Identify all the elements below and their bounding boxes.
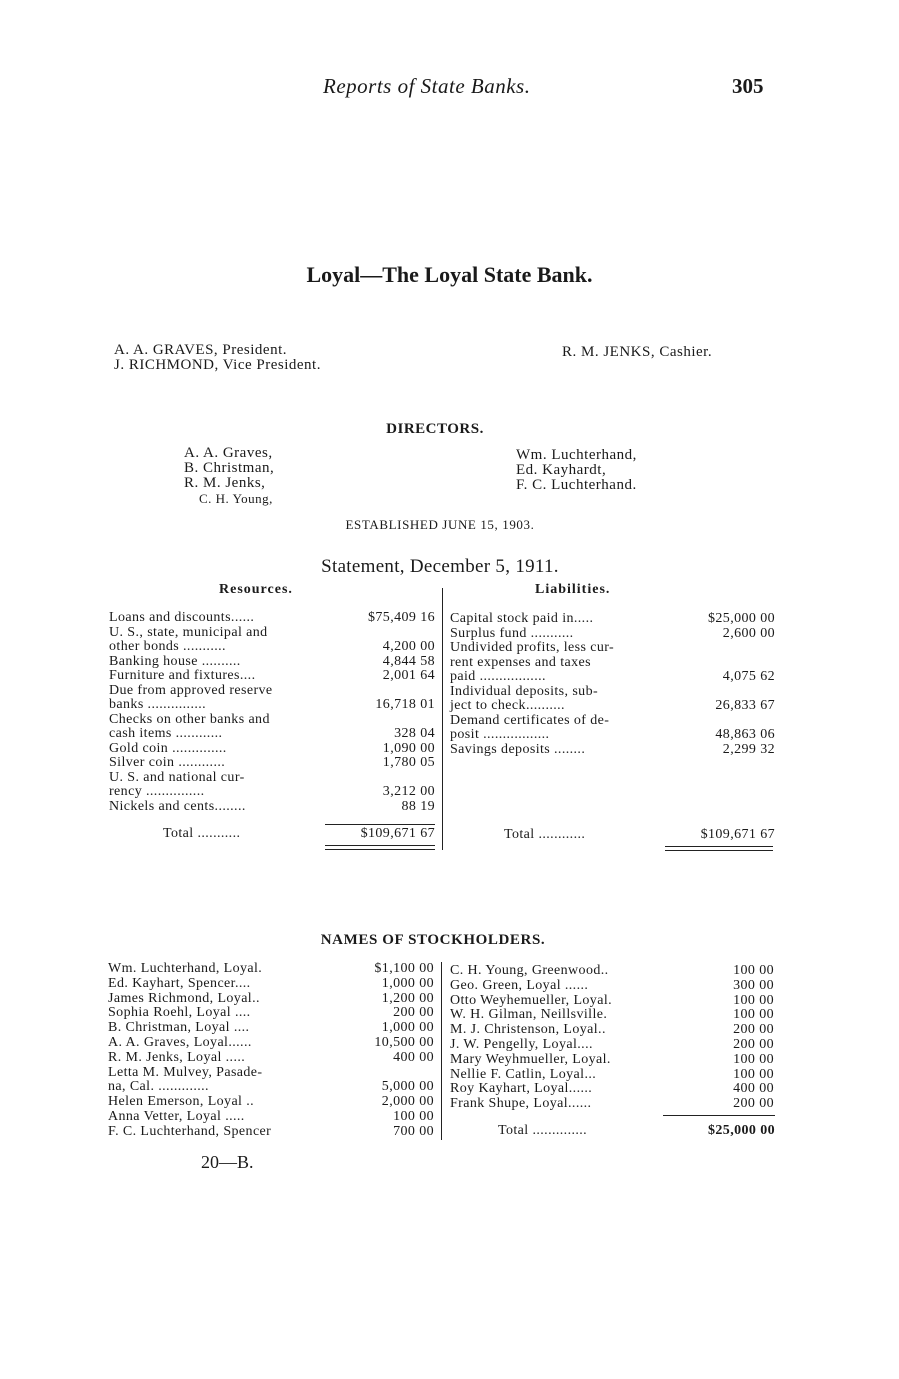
resources-row-label: banks ............... — [109, 697, 207, 712]
stockholder-amount: 200 00 — [733, 1022, 774, 1038]
liabilities-double-rule-2 — [665, 850, 773, 851]
stockholders-left-list — [108, 962, 434, 1140]
director-right-1: Wm. Luchterhand, — [516, 447, 637, 463]
resources-row-label: Furniture and fixtures.... — [109, 668, 256, 683]
resources-total-label: Total ........... — [163, 826, 241, 841]
stockholder-row — [108, 962, 434, 977]
stockholder-name: Helen Emerson, Loyal .. — [108, 1094, 255, 1110]
liabilities-row-label: Savings deposits ........ — [450, 741, 586, 757]
liabilities-total-label: Total ............ — [504, 827, 586, 842]
director-left-3: R. M. Jenks, — [184, 475, 266, 491]
running-header-title: Reports of State Banks. — [323, 74, 531, 98]
stockholders-total-label: Total .............. — [498, 1123, 588, 1138]
statement-title: Statement, December 5, 1911. — [321, 556, 559, 577]
stockholder-name: Otto Weyhemueller, Loyal. — [450, 992, 613, 1008]
liabilities-total-amount: $109,671 67 — [700, 827, 775, 842]
stockholder-amount: 400 00 — [393, 1049, 434, 1065]
stockholder-amount: 2,000 00 — [381, 1094, 434, 1110]
resources-row-amount: 1,780 05 — [382, 755, 435, 770]
liabilities-row-label: ject to check.......... — [450, 698, 565, 713]
stockholder-row — [108, 1110, 434, 1125]
liabilities-row — [450, 728, 775, 743]
liabilities-row — [450, 743, 775, 758]
stockholder-row — [108, 992, 434, 1007]
liabilities-row-label: Individual deposits, sub- — [450, 683, 599, 699]
resources-row — [109, 611, 435, 626]
stockholder-name: R. M. Jenks, Loyal ..... — [108, 1049, 246, 1065]
resources-double-rule-1 — [325, 845, 435, 846]
liabilities-row-amount: 26,833 67 — [715, 698, 775, 713]
resources-double-rule-2 — [325, 849, 435, 850]
resources-row-label: cash items ............ — [109, 726, 223, 741]
stockholders-right-list — [450, 964, 774, 1112]
resources-heading: Resources. — [219, 582, 293, 597]
stockholder-name: C. H. Young, Greenwood.. — [450, 963, 609, 978]
resources-table — [109, 611, 435, 814]
directors-heading: DIRECTORS. — [386, 421, 484, 437]
liabilities-row-label: Undivided profits, less cur- — [450, 640, 615, 655]
liabilities-row-amount: 2,299 32 — [722, 741, 775, 757]
stockholders-heading: NAMES OF STOCKHOLDERS. — [320, 932, 546, 948]
liabilities-table — [450, 612, 775, 757]
stockholder-row — [450, 1038, 774, 1053]
stockholder-amount: 100 00 — [733, 1066, 774, 1082]
resources-row — [109, 771, 435, 786]
stockholder-row — [108, 1051, 434, 1066]
liabilities-row — [450, 670, 775, 685]
director-left-4: C. H. Young, — [199, 491, 273, 506]
stockholder-row — [450, 1008, 774, 1023]
resources-row-label: Due from approved reserve — [109, 682, 273, 698]
resources-row-amount: 3,212 00 — [382, 784, 435, 799]
stockholder-row — [108, 1006, 434, 1021]
liabilities-row-label: rent expenses and taxes — [450, 654, 591, 670]
resources-row-amount: 328 04 — [394, 726, 435, 741]
stockholder-row — [450, 1053, 774, 1068]
liabilities-row-amount: 48,863 06 — [715, 727, 775, 742]
resources-total-rule — [325, 824, 435, 825]
liabilities-row-label: posit ................. — [450, 727, 550, 742]
stockholder-name: Anna Vetter, Loyal ..... — [108, 1108, 245, 1124]
liabilities-row-label: Surplus fund ........... — [450, 625, 574, 641]
resources-row — [109, 655, 435, 670]
director-right-2: Ed. Kayhardt, — [516, 462, 607, 478]
officer-cashier: R. M. JENKS, Cashier. — [562, 344, 713, 360]
resources-row-amount: 88 19 — [401, 798, 435, 814]
officer-president: A. A. GRAVES, President. — [114, 342, 287, 358]
resources-row-label: Silver coin ............ — [109, 755, 226, 770]
resources-row-label: Nickels and cents........ — [109, 798, 246, 814]
stockholder-amount: 300 00 — [733, 977, 774, 993]
stockholder-row — [108, 1095, 434, 1110]
stockholder-name: Ed. Kayhart, Spencer.... — [108, 975, 251, 991]
stockholder-amount: 1,000 00 — [381, 1020, 434, 1036]
liabilities-double-rule-1 — [665, 846, 773, 847]
stockholder-row — [108, 1021, 434, 1036]
liabilities-row-label: Capital stock paid in..... — [450, 611, 594, 626]
stockholder-amount: $1,100 00 — [374, 961, 434, 976]
resources-row — [109, 785, 435, 800]
stockholder-name: Mary Weyhmueller, Loyal. — [450, 1051, 611, 1067]
director-left-1: A. A. Graves, — [184, 445, 273, 461]
stockholders-total-rule — [663, 1115, 775, 1116]
stockholder-row — [108, 1066, 434, 1081]
stockholder-row — [108, 977, 434, 992]
director-left-2: B. Christman, — [184, 460, 275, 476]
resources-row-label: U. S., state, municipal and — [109, 624, 268, 640]
stockholder-name: J. W. Pengelly, Loyal.... — [450, 1036, 593, 1052]
stockholder-name: Roy Kayhart, Loyal...... — [450, 1081, 593, 1097]
resources-row-amount: 1,090 00 — [382, 740, 435, 756]
stockholder-row — [450, 1082, 774, 1097]
resources-row — [109, 713, 435, 728]
stockholder-amount: 200 00 — [733, 1036, 774, 1052]
liabilities-row — [450, 699, 775, 714]
stockholder-name: W. H. Gilman, Neillsville. — [450, 1007, 608, 1023]
resources-row-label: Banking house .......... — [109, 653, 241, 669]
resources-total-amount: $109,671 67 — [360, 826, 435, 841]
stockholder-amount: 1,000 00 — [381, 975, 434, 991]
stockholder-amount: 400 00 — [733, 1081, 774, 1097]
stockholder-name: James Richmond, Loyal.. — [108, 990, 260, 1006]
stockholder-amount: 100 00 — [733, 1051, 774, 1067]
liabilities-row — [450, 612, 775, 627]
stockholder-row — [108, 1036, 434, 1051]
stockholder-name: A. A. Graves, Loyal...... — [108, 1034, 252, 1050]
liabilities-row — [450, 714, 775, 729]
resources-row-amount: $75,409 16 — [368, 610, 435, 625]
stockholder-amount: 100 00 — [733, 1007, 774, 1023]
resources-row-label: rency ............... — [109, 784, 205, 799]
stockholder-row — [108, 1080, 434, 1095]
resources-row — [109, 698, 435, 713]
resources-row — [109, 742, 435, 757]
liabilities-row-amount: $25,000 00 — [708, 611, 775, 626]
stockholder-row — [450, 994, 774, 1009]
resources-row — [109, 727, 435, 742]
stockholder-row — [450, 979, 774, 994]
stockholder-amount: 200 00 — [393, 1005, 434, 1021]
stockholder-name: Frank Shupe, Loyal...... — [450, 1096, 592, 1112]
resources-row — [109, 684, 435, 699]
resources-row — [109, 669, 435, 684]
stockholder-amount: 5,000 00 — [381, 1079, 434, 1095]
resources-row-label: Loans and discounts...... — [109, 610, 255, 625]
stockholders-total-amount: $25,000 00 — [708, 1123, 775, 1138]
resources-row-amount: 2,001 64 — [382, 668, 435, 683]
director-right-3: F. C. Luchterhand. — [516, 477, 637, 493]
stockholders-divider — [441, 962, 442, 1140]
stockholder-amount: 200 00 — [733, 1096, 774, 1112]
liabilities-row — [450, 627, 775, 642]
resources-row — [109, 640, 435, 655]
stockholder-name: Wm. Luchterhand, Loyal. — [108, 961, 263, 976]
resources-row — [109, 626, 435, 641]
stockholder-amount: 100 00 — [733, 963, 774, 978]
stockholder-row — [450, 964, 774, 979]
resources-row-amount: 4,200 00 — [382, 639, 435, 654]
stockholder-row — [450, 1097, 774, 1112]
stockholder-row — [450, 1023, 774, 1038]
stockholder-name: F. C. Luchterhand, Spencer — [108, 1123, 272, 1139]
resources-row-label: U. S. and national cur- — [109, 769, 245, 785]
liabilities-row — [450, 656, 775, 671]
liabilities-row — [450, 685, 775, 700]
stockholder-amount: 100 00 — [393, 1108, 434, 1124]
stockholder-name: B. Christman, Loyal .... — [108, 1020, 250, 1036]
resources-row-label: Checks on other banks and — [109, 711, 270, 727]
liabilities-row-label: Demand certificates of de- — [450, 712, 610, 728]
stockholder-amount: 10,500 00 — [374, 1034, 434, 1050]
stockholder-amount: 700 00 — [393, 1123, 434, 1139]
officer-vice-president: J. RICHMOND, Vice President. — [114, 357, 321, 373]
established-date: ESTABLISHED JUNE 15, 1903. — [345, 517, 535, 532]
liabilities-row — [450, 641, 775, 656]
liabilities-heading: Liabilities. — [535, 582, 611, 597]
page-signature: 20—B. — [201, 1152, 254, 1172]
stockholder-amount: 100 00 — [733, 992, 774, 1008]
resources-row — [109, 756, 435, 771]
stockholder-name: Letta M. Mulvey, Pasade- — [108, 1064, 263, 1080]
stockholder-name: Geo. Green, Loyal ...... — [450, 977, 589, 993]
liabilities-row-label: paid ................. — [450, 669, 546, 684]
page-number: 305 — [732, 74, 764, 98]
stockholder-row — [108, 1125, 434, 1140]
resources-row-label: other bonds ........... — [109, 639, 226, 654]
resources-row — [109, 800, 435, 815]
liabilities-row-amount: 2,600 00 — [722, 625, 775, 641]
resources-row-amount: 16,718 01 — [375, 697, 435, 712]
liabilities-row-amount: 4,075 62 — [722, 669, 775, 684]
stockholder-amount: 1,200 00 — [381, 990, 434, 1006]
stockholder-name: Sophia Roehl, Loyal .... — [108, 1005, 251, 1021]
stockholder-row — [450, 1068, 774, 1083]
column-divider — [442, 588, 443, 850]
bank-title: Loyal—The Loyal State Bank. — [306, 262, 593, 287]
stockholder-name: na, Cal. ............. — [108, 1079, 209, 1095]
resources-row-amount: 4,844 58 — [382, 653, 435, 669]
resources-row-label: Gold coin .............. — [109, 740, 227, 756]
stockholder-name: Nellie F. Catlin, Loyal... — [450, 1066, 597, 1082]
stockholder-name: M. J. Christenson, Loyal.. — [450, 1022, 606, 1038]
